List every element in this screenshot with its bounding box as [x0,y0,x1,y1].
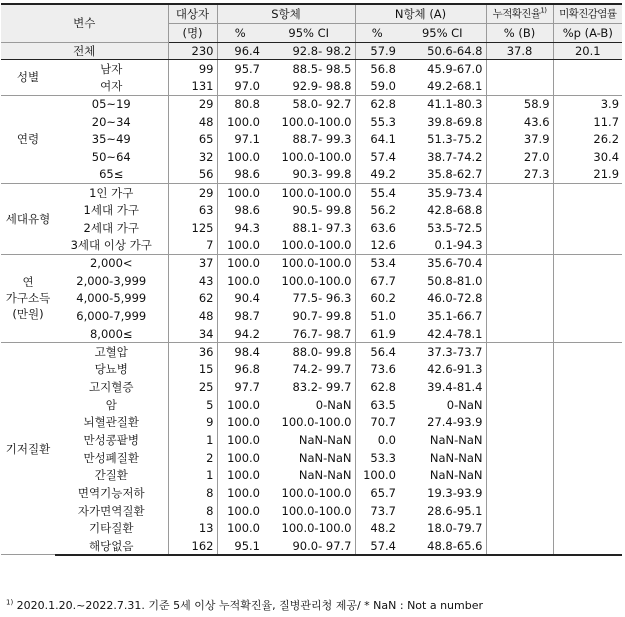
cell-n-ci: 39.4-81.4 [427,379,483,394]
cell-subjects: 9 [168,413,217,431]
table-row [1,325,622,343]
cell-n-ci: NaN-NaN [429,450,483,465]
category-label: 2세대 가구 [83,220,139,235]
cell-n-ci: 50.8-81.0 [427,273,483,288]
cell-subjects: 131 [168,77,217,95]
cell-n-ci: 18.0-79.7 [427,521,483,536]
category-label: 2,000-3,999 [76,273,147,288]
cell-undiagnosed [553,307,622,325]
cell-undiagnosed [553,219,622,237]
category-label: 6,000-7,999 [76,309,147,324]
cell-subjects: 8 [168,502,217,520]
cell-s-pct: 100.0 [217,520,263,538]
header-variable: 변수 [1,4,168,42]
header-n-ci: 95% CI [399,23,486,42]
cell-s-pct: 98.7 [217,307,263,325]
cell-undiagnosed [553,77,622,95]
table-row [1,502,622,520]
table-row [1,467,622,485]
cell-s-ci: 83.2- 99.7 [292,379,352,394]
cell-subjects: 1 [168,431,217,449]
cell-undiagnosed [553,254,622,272]
table-row [1,520,622,538]
cell-cumulative [486,219,553,237]
cell-cumulative: 43.6 [486,113,553,131]
cell-s-ci: 88.0- 99.8 [292,344,352,359]
cell-s-pct: 100.0 [217,184,263,202]
cell-cumulative [486,60,553,78]
cell-undiagnosed: 26.2 [553,130,622,148]
cell-s-pct: 90.4 [217,290,263,308]
cell-undiagnosed [553,360,622,378]
cell-s-ci: 88.1- 97.3 [292,220,352,235]
total-n-pct: 57.9 [355,42,399,60]
category-label: 간질환 [94,468,128,483]
cell-s-pct: 98.6 [217,166,263,184]
cell-subjects: 8 [168,484,217,502]
category-label: 고혈압 [94,344,128,359]
header-subjects-unit: (명) [168,23,217,42]
cell-subjects: 37 [168,254,217,272]
cell-n-pct: 61.9 [355,325,399,343]
cell-undiagnosed [553,378,622,396]
category-label: 뇌혈관질환 [83,415,140,430]
cell-undiagnosed [553,396,622,414]
header-s-antibody: S항체 [217,4,355,23]
table-row [1,77,622,95]
table-row [1,272,622,290]
header-subjects: 대상자 [168,4,217,23]
table-row [1,95,622,113]
table-row [1,413,622,431]
cell-subjects: 13 [168,520,217,538]
cell-subjects: 25 [168,378,217,396]
header-undiagnosed-infection: 미확진감염률 [553,4,622,23]
cell-n-ci: 48.8-65.6 [399,537,486,555]
table-row [1,378,622,396]
category-label: 8,000≤ [55,325,168,343]
cell-n-ci: 0-NaN [446,397,483,412]
category-label: 면역기능저하 [77,486,145,501]
table-row [1,237,622,255]
category-label: 1인 가구 [89,185,134,200]
cell-n-pct: 70.7 [355,413,399,431]
cell-cumulative: 58.9 [486,95,553,113]
group-label: 성별 [1,60,55,95]
category-label: 2,000< [89,256,133,271]
cell-undiagnosed: 30.4 [553,148,622,166]
cell-undiagnosed [553,60,622,78]
table-row [1,254,622,272]
header-undiag-unit: %p (A-B) [553,23,622,42]
cell-undiagnosed [553,272,622,290]
cell-s-pct: 100.0 [217,148,263,166]
cell-n-pct: 0.0 [355,431,399,449]
cell-n-ci: 39.8-69.8 [427,114,483,129]
category-label: 만성폐질환 [83,450,140,465]
cell-s-ci: 100.0-100.0 [281,149,352,164]
group-label-line: 가구소득 [5,291,51,306]
cell-undiagnosed [553,184,622,202]
cell-cumulative [486,537,553,555]
cell-n-pct: 63.6 [355,219,399,237]
cell-cumulative [486,343,553,361]
cell-n-ci: 35.8-62.7 [399,166,486,184]
cell-undiagnosed [553,343,622,361]
total-s-pct: 96.4 [217,42,263,60]
cell-undiagnosed [553,520,622,538]
cell-cumulative [486,502,553,520]
cell-s-pct: 100.0 [217,113,263,131]
table-row [1,396,622,414]
category-label: 해당없음 [55,537,168,555]
cell-undiagnosed: 21.9 [553,166,622,184]
cell-cumulative: 27.3 [486,166,553,184]
cell-cumulative: 27.0 [486,148,553,166]
cell-cumulative [486,254,553,272]
cell-s-pct: 100.0 [217,449,263,467]
total-undiagnosed: 20.1 [553,42,622,60]
category-label: 남자 [100,61,123,76]
cell-n-pct: 55.4 [355,184,399,202]
category-label: 자가면역질환 [77,503,145,518]
cell-n-pct: 49.2 [355,166,399,184]
group-label: 연령 [1,95,55,183]
cell-n-pct: 56.8 [355,60,399,78]
cell-subjects: 48 [168,307,217,325]
cell-undiagnosed: 11.7 [553,113,622,131]
cell-cumulative [486,467,553,485]
cell-n-pct: 57.4 [355,537,399,555]
cell-subjects: 48 [168,113,217,131]
cell-s-pct: 98.6 [217,201,263,219]
cell-n-pct: 56.4 [355,343,399,361]
cell-subjects: 5 [168,396,217,414]
cell-n-ci: 51.3-75.2 [427,132,483,147]
cell-cumulative [486,413,553,431]
cell-s-pct: 80.8 [217,95,263,113]
table-row [1,537,622,555]
group-label [1,254,55,342]
cell-undiagnosed [553,449,622,467]
total-s-ci: 92.8- 98.2 [263,42,355,60]
cell-subjects: 2 [168,449,217,467]
cell-subjects: 1 [168,467,217,485]
table-row [1,360,622,378]
cell-n-ci: 49.2-68.1 [399,77,486,95]
category-label: 당뇨병 [94,362,128,377]
cell-subjects: 62 [168,290,217,308]
category-label: 여자 [55,77,168,95]
cell-undiagnosed [553,537,622,555]
cell-n-ci: 45.9-67.0 [427,61,483,76]
cell-n-ci: 35.9-73.4 [427,185,483,200]
cell-n-ci: 38.7-74.2 [427,149,483,164]
cell-n-pct: 64.1 [355,130,399,148]
table-body [1,42,622,555]
cell-undiagnosed [553,431,622,449]
cell-s-ci: 100.0-100.0 [263,237,355,255]
table-row [1,60,622,78]
cell-s-ci: 100.0-100.0 [281,273,352,288]
cell-s-ci: 100.0-100.0 [281,521,352,536]
cell-n-ci: 0.1-94.3 [399,237,486,255]
cell-s-ci: 100.0-100.0 [281,486,352,501]
cell-subjects: 7 [168,237,217,255]
table-row [1,484,622,502]
cell-s-pct: 94.2 [217,325,263,343]
table-row [1,290,622,308]
cell-n-pct: 55.3 [355,113,399,131]
cell-subjects: 162 [168,537,217,555]
header-cumulative-confirmed [486,4,553,23]
cell-subjects: 32 [168,148,217,166]
table-row [1,148,622,166]
cell-s-pct: 100.0 [217,413,263,431]
cell-cumulative [486,272,553,290]
cell-cumulative [486,325,553,343]
cell-subjects: 36 [168,343,217,361]
cell-subjects: 43 [168,272,217,290]
cell-undiagnosed [553,201,622,219]
cell-subjects: 29 [168,95,217,113]
cell-s-ci: 90.5- 99.8 [292,203,352,218]
header-n-antibody: N항체 (A) [355,4,486,23]
cell-cumulative [486,396,553,414]
category-label: 35~49 [91,132,131,147]
cell-n-pct: 62.8 [355,378,399,396]
table-row [1,219,622,237]
cell-s-ci: 100.0-100.0 [281,114,352,129]
category-label: 05~19 [91,97,131,112]
category-label: 3세대 이상 가구 [55,237,168,255]
cell-s-pct: 97.1 [217,130,263,148]
cell-s-ci: 90.7- 99.8 [292,309,352,324]
cell-n-ci: NaN-NaN [429,432,483,447]
header-row-1 [1,4,622,23]
table-row [1,166,622,184]
cell-s-pct: 97.0 [217,77,263,95]
total-n-ci: 50.6-64.8 [399,42,486,60]
cell-subjects: 125 [168,219,217,237]
cell-s-ci: 58.0- 92.7 [292,97,352,112]
header-s-ci: 95% CI [263,23,355,42]
cell-s-ci: 74.2- 99.7 [292,362,352,377]
cell-s-pct: 95.1 [217,537,263,555]
cell-n-ci: 27.4-93.9 [427,415,483,430]
cell-n-pct: 73.7 [355,502,399,520]
category-label: 암 [105,397,117,412]
table-row [1,130,622,148]
table-row [1,343,622,361]
cell-s-ci: NaN-NaN [298,450,352,465]
cell-s-ci: 100.0-100.0 [281,185,352,200]
cell-n-pct: 53.4 [355,254,399,272]
cell-n-pct: 57.4 [355,148,399,166]
cell-subjects: 34 [168,325,217,343]
header-n-pct: % [355,23,399,42]
cell-s-pct: 97.7 [217,378,263,396]
total-cumulative: 37.8 [486,42,553,60]
cell-undiagnosed [553,502,622,520]
cell-s-ci: 88.5- 98.5 [292,61,352,76]
cell-s-ci: 0-NaN [315,397,352,412]
cell-n-pct: 73.6 [355,360,399,378]
cell-n-pct: 67.7 [355,272,399,290]
cell-undiagnosed [553,484,622,502]
cell-subjects: 65 [168,130,217,148]
cell-n-ci: 46.0-72.8 [427,291,483,306]
seroprevalence-table [1,3,622,556]
cell-s-ci: 76.7- 98.7 [263,325,355,343]
cell-cumulative [486,520,553,538]
group-label-line: (만원) [12,307,44,322]
cell-undiagnosed [553,237,622,255]
header-footnote-marker: 1) [540,6,547,15]
cell-s-ci: 88.7- 99.3 [292,132,352,147]
category-label: 50~64 [91,149,131,164]
total-label: 전체 [1,42,168,60]
cell-n-ci: 42.8-68.8 [427,203,483,218]
category-label: 20~34 [91,114,131,129]
cell-s-pct: 100.0 [217,431,263,449]
cell-cumulative [486,431,553,449]
table-row [1,113,622,131]
cell-n-pct: 51.0 [355,307,399,325]
cell-n-pct: 63.5 [355,396,399,414]
cell-cumulative [486,77,553,95]
footnote-text: 2020.1.20.~2022.7.31. 기준 5세 이상 누적확진율, 질병관리청 제공/ * NaN : Not a number [13,599,484,612]
cell-n-pct: 53.3 [355,449,399,467]
cell-cumulative [486,237,553,255]
cell-s-ci: 90.3- 99.8 [263,166,355,184]
cell-cumulative [486,449,553,467]
cell-s-ci: 90.0- 97.7 [263,537,355,555]
group-label: 기저질환 [1,343,55,555]
footnote-marker: 1) [6,598,14,607]
cell-n-ci: 42.4-78.1 [399,325,486,343]
group-label: 세대유형 [1,184,55,255]
cell-cumulative [486,360,553,378]
header-cum-unit: % (B) [486,23,553,42]
cell-n-ci: 35.1-66.7 [427,309,483,324]
cell-s-pct: 98.4 [217,343,263,361]
cell-subjects: 56 [168,166,217,184]
header-cumulative-confirmed-label: 누적확진율 [492,8,541,21]
table-row [1,184,622,202]
cell-undiagnosed [553,290,622,308]
cell-n-pct: 62.8 [355,95,399,113]
cell-s-ci: 92.9- 98.8 [263,77,355,95]
cell-n-ci: 35.6-70.4 [427,256,483,271]
cell-undiagnosed: 3.9 [553,95,622,113]
cell-subjects: 99 [168,60,217,78]
footnote [6,597,483,613]
cell-s-pct: 100.0 [217,237,263,255]
cell-n-ci: 19.3-93.9 [427,486,483,501]
cell-cumulative [486,290,553,308]
cell-n-pct: 65.7 [355,484,399,502]
cell-s-pct: 100.0 [217,396,263,414]
cell-s-ci: NaN-NaN [298,468,352,483]
cell-n-ci: NaN-NaN [429,468,483,483]
cell-n-pct: 60.2 [355,290,399,308]
category-label: 1세대 가구 [83,203,139,218]
total-row [1,42,622,60]
cell-n-pct: 48.2 [355,520,399,538]
cell-s-pct: 96.8 [217,360,263,378]
cell-subjects: 15 [168,360,217,378]
cell-s-pct: 100.0 [217,502,263,520]
table-row [1,201,622,219]
cell-n-ci: 37.3-73.7 [427,344,483,359]
cell-subjects: 63 [168,201,217,219]
category-label: 기타질환 [89,521,134,536]
cell-n-pct: 12.6 [355,237,399,255]
cell-cumulative: 37.9 [486,130,553,148]
cell-n-ci: 28.6-95.1 [427,503,483,518]
cell-subjects: 29 [168,184,217,202]
cell-n-ci: 53.5-72.5 [427,220,483,235]
cell-n-ci: 41.1-80.3 [427,97,483,112]
cell-undiagnosed [553,325,622,343]
cell-s-pct: 100.0 [217,272,263,290]
cell-cumulative [486,378,553,396]
header-s-pct: % [217,23,263,42]
cell-s-pct: 100.0 [217,254,263,272]
cell-s-ci: 100.0-100.0 [281,256,352,271]
table-row [1,307,622,325]
cell-n-pct: 56.2 [355,201,399,219]
cell-n-pct: 100.0 [355,467,399,485]
cell-cumulative [486,201,553,219]
category-label: 고지혈증 [89,379,134,394]
cell-undiagnosed [553,467,622,485]
cell-cumulative [486,184,553,202]
group-label-line: 연 [22,275,34,290]
cell-undiagnosed [553,413,622,431]
cell-s-ci: 100.0-100.0 [281,415,352,430]
cell-n-pct: 59.0 [355,77,399,95]
cell-s-pct: 94.3 [217,219,263,237]
category-label: 만성콩팥병 [83,432,140,447]
table-row [1,449,622,467]
cell-s-pct: 100.0 [217,484,263,502]
cell-s-ci: 100.0-100.0 [281,503,352,518]
cell-cumulative [486,307,553,325]
total-n: 230 [168,42,217,60]
cell-n-ci: 42.6-91.3 [427,362,483,377]
cell-s-pct: 95.7 [217,60,263,78]
cell-s-pct: 100.0 [217,467,263,485]
cell-s-ci: NaN-NaN [298,432,352,447]
table-row [1,431,622,449]
cell-cumulative [486,484,553,502]
category-label: 4,000-5,999 [76,291,147,306]
category-label: 65≤ [55,166,168,184]
cell-s-ci: 77.5- 96.3 [292,291,352,306]
